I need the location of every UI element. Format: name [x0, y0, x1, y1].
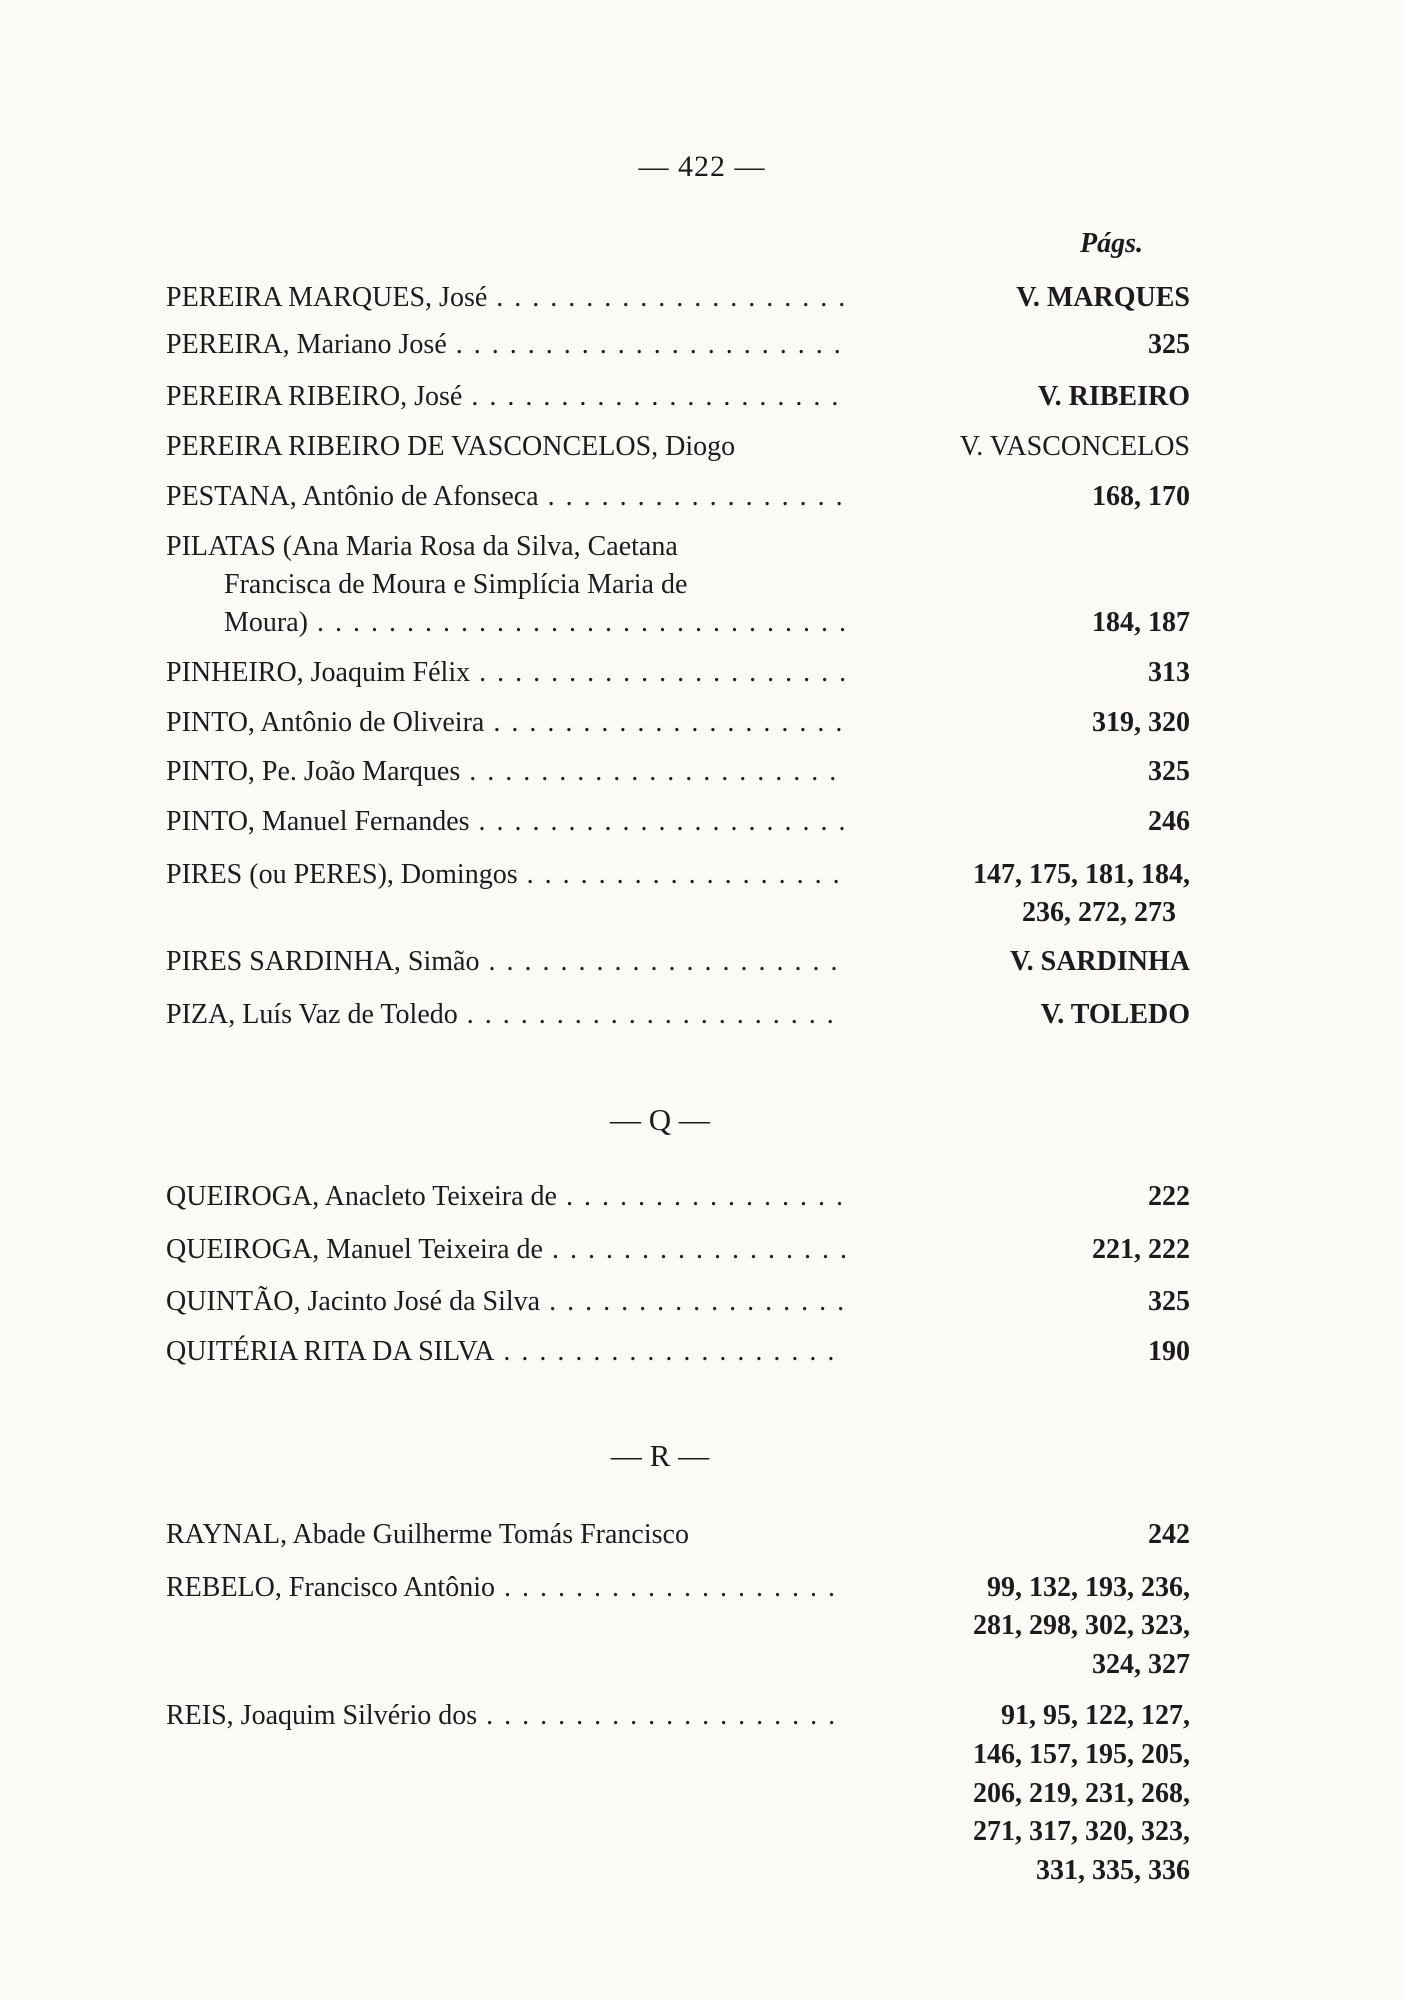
- entry-pages: 319, 320: [1092, 707, 1190, 738]
- entry-name: PINTO, Manuel Fernandes . . .: [166, 806, 846, 837]
- entry-pages: V. TOLEDO: [1040, 999, 1190, 1030]
- entry-pages: 242: [1148, 1519, 1190, 1550]
- page-number: — 422 —: [638, 150, 766, 183]
- entry-pages: 325: [1148, 756, 1190, 787]
- entry-pages: V. SARDINHA: [1010, 946, 1190, 977]
- entry-name-line: PILATAS (Ana Maria Rosa da Silva, Caetana: [166, 531, 678, 562]
- entry-name: PIZA, Luís Vaz de Toledo . . .: [166, 999, 846, 1030]
- entry-pages: 91, 95, 122, 127,: [1001, 1700, 1190, 1731]
- entry-pages: 206, 219, 231, 268,: [973, 1778, 1190, 1809]
- pages-column-label: Págs.: [1080, 228, 1143, 259]
- entry-pages: V. VASCONCELOS: [959, 431, 1190, 462]
- entry-name: PIRES (ou PERES), Domingos . . .: [166, 859, 846, 890]
- entry-name: PIRES SARDINHA, Simão . . .: [166, 946, 846, 977]
- entry-name: QUINTÃO, Jacinto José da Silva . . .: [166, 1286, 846, 1317]
- entry-pages: 324, 327: [1092, 1649, 1190, 1680]
- section-heading-r: — R —: [610, 1438, 710, 1473]
- entry-pages: 168, 170: [1092, 481, 1190, 512]
- entry-pages: 190: [1148, 1336, 1190, 1367]
- entry-name-line: Francisca de Moura e Simplícia Maria de: [224, 569, 688, 600]
- entry-pages: 222: [1148, 1181, 1190, 1212]
- entry-name: PEREIRA RIBEIRO, José . . .: [166, 381, 846, 412]
- entry-name: PEREIRA RIBEIRO DE VASCONCELOS, Diogo: [166, 431, 736, 462]
- entry-pages: 246: [1148, 806, 1190, 837]
- section-heading-q: — Q —: [610, 1102, 710, 1137]
- entry-pages: 99, 132, 193, 236,: [987, 1572, 1190, 1603]
- entry-pages: 221, 222: [1092, 1234, 1190, 1265]
- entry-pages: V. RIBEIRO: [1038, 381, 1190, 412]
- entry-name: REIS, Joaquim Silvério dos . . .: [166, 1700, 846, 1731]
- entry-name: PINHEIRO, Joaquim Félix . . .: [166, 657, 846, 688]
- entry-pages: 331, 335, 336: [1036, 1855, 1190, 1886]
- entry-name-line: Moura) . . .: [224, 607, 846, 638]
- entry-pages: 184, 187: [1092, 607, 1190, 638]
- entry-pages: 313: [1148, 657, 1190, 688]
- entry-pages: 146, 157, 195, 205,: [973, 1739, 1190, 1770]
- entry-pages: 281, 298, 302, 323,: [973, 1610, 1190, 1641]
- entry-pages: 325: [1148, 329, 1190, 360]
- entry-name: PESTANA, Antônio de Afonseca . . .: [166, 481, 846, 512]
- entry-name: PEREIRA MARQUES, José . . .: [166, 282, 846, 313]
- entry-name: PINTO, Antônio de Oliveira . . .: [166, 707, 846, 738]
- entry-pages: 271, 317, 320, 323,: [973, 1816, 1190, 1847]
- entry-name: RAYNAL, Abade Guilherme Tomás Francisco: [166, 1519, 689, 1550]
- entry-name: QUEIROGA, Manuel Teixeira de . . .: [166, 1234, 846, 1265]
- entry-name: QUEIROGA, Anacleto Teixeira de . . .: [166, 1181, 846, 1212]
- entry-name: QUITÉRIA RITA DA SILVA . . .: [166, 1336, 846, 1367]
- entry-pages: 147, 175, 181, 184,: [973, 859, 1190, 890]
- entry-pages: V. MARQUES: [1016, 282, 1190, 313]
- entry-name: REBELO, Francisco Antônio . . .: [166, 1572, 846, 1603]
- entry-name: PEREIRA, Mariano José . . .: [166, 329, 846, 360]
- entry-pages: 325: [1148, 1286, 1190, 1317]
- entry-pages: 236, 272, 273: [1022, 897, 1176, 928]
- entry-name: PINTO, Pe. João Marques . . .: [166, 756, 846, 787]
